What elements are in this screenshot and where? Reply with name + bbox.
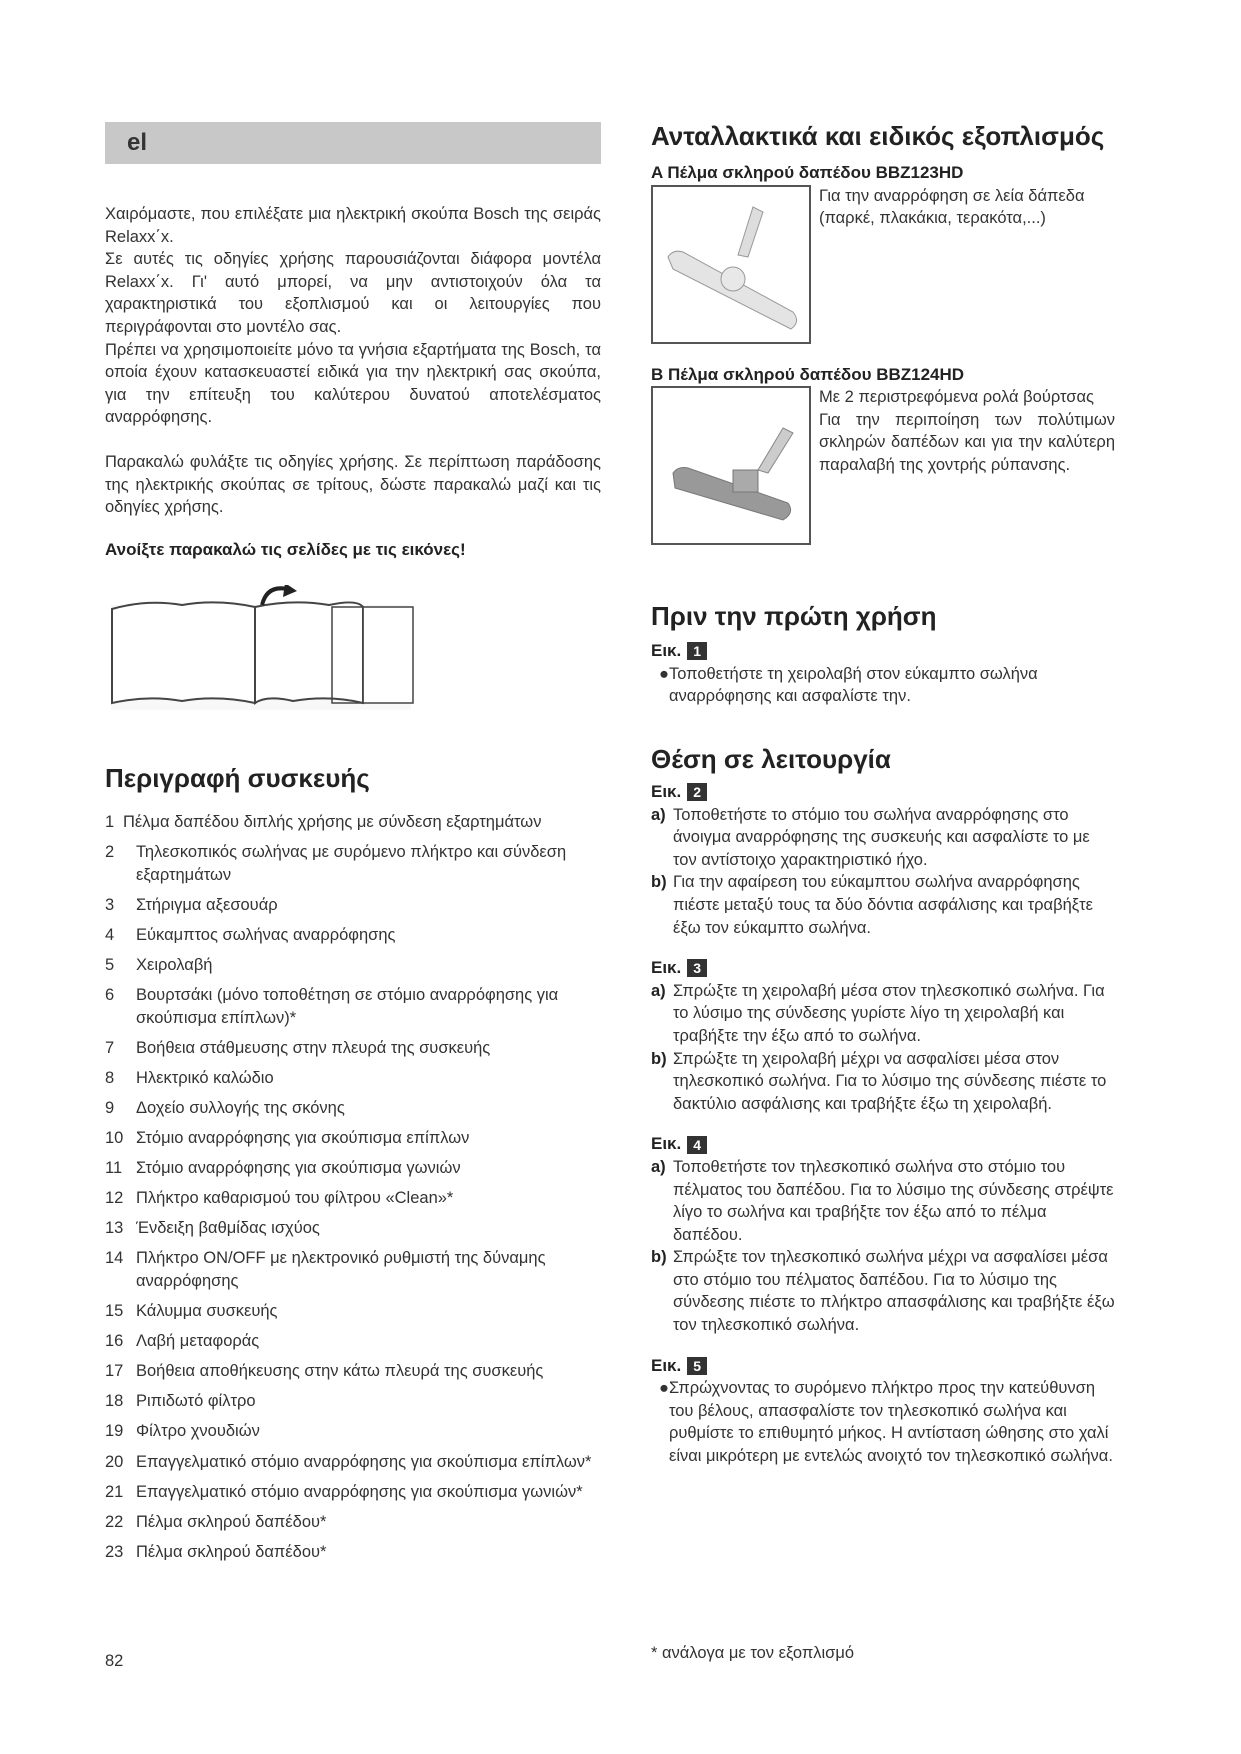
item-text: Στήριγμα αξεσουάρ <box>136 895 278 914</box>
fig-label: Εικ. <box>651 1355 682 1375</box>
figure-ref-5 <box>651 1355 1115 1378</box>
item-number: 17 <box>105 1362 124 1381</box>
item-text: Ριπιδωτό φίλτρο <box>136 1392 256 1411</box>
step-4b <box>651 1246 1115 1336</box>
step-3b <box>651 1048 1115 1116</box>
list-item <box>105 1097 601 1120</box>
item-number: 12 <box>105 1189 124 1208</box>
item-text: Δοχείο συλλογής της σκόνης <box>136 1098 345 1117</box>
parts-list <box>105 811 601 1563</box>
step-text: Σπρώξτε τη χειρολαβή μέσα στον τηλεσκοπικό σωλήνα. Για το λύσιμο της σύνδεσης γυρίστε λίγο τη χειρολαβή και τραβήξτε την έξω από το σωλήνα. <box>673 981 1105 1045</box>
item-number: 16 <box>105 1332 124 1351</box>
item-text: Στόμιο αναρρόφησης για σκούπισμα επίπλων <box>136 1129 470 1148</box>
step-text: Σπρώχνοντας το συρόμενο πλήκτρο προς την κατεύθυνση του βέλους, απασφαλίστε τον τηλεσκοπικό σωλήνα και ρυθμίστε το επιθυμητό μήκος. Η αντίσταση ώθησης στο χαλί είναι μικρότερη με εντελώς ανοιχτό τον τηλεσκοπικό σωλήνα. <box>668 1379 1113 1466</box>
list-item <box>105 1541 601 1564</box>
page-number: 82 <box>105 1652 124 1670</box>
item-number: 18 <box>105 1392 124 1411</box>
step-3a <box>651 980 1115 1048</box>
list-item <box>105 894 601 917</box>
fig-number-badge: 4 <box>687 1136 707 1154</box>
list-item <box>105 1037 601 1060</box>
item-text: Ένδειξη βαθμίδας ισχύος <box>136 1219 320 1238</box>
list-item <box>105 1360 601 1383</box>
step-text: Σπρώξτε τη χειρολαβή μέχρι να ασφαλίσει μέσα στον τηλεσκοπικό σωλήνα. Για το λύσιμο της σύνδεσης πιέστε το δακτύλιο ασφάλισης και τραβήξτε έξω τη χειρολαβή. <box>673 1049 1107 1113</box>
step-text: Για την αφαίρεση του εύκαμπτου σωλήνα αναρρόφησης πιέστε μεταξύ τους τα δύο δόντια ασφάλισης και τραβήξτε έξω τον εύκαμπτο σωλήνα. <box>673 873 1094 937</box>
item-text: Επαγγελματικό στόμιο αναρρόφησης για σκούπισμα επίπλων* <box>136 1452 592 1471</box>
step-5 <box>651 1377 1115 1467</box>
description-section <box>105 762 601 1571</box>
list-item <box>105 984 601 1029</box>
list-item <box>105 1390 601 1413</box>
item-number: 10 <box>105 1129 124 1148</box>
intro-p4: Παρακαλώ φυλάξτε τις οδηγίες χρήσης. Σε περίπτωση παράδοσης της ηλεκτρικής σκούπας σε τρίτους, δώστε παρακαλώ μαζί και τις οδηγίες χρήσης. <box>105 452 601 517</box>
fig-label: Εικ. <box>651 782 682 801</box>
accessories-section <box>651 120 1115 545</box>
accessories-title: Ανταλλακτικά και ειδικός εξοπλισμός <box>651 121 1105 151</box>
item-number: 8 <box>105 1068 115 1087</box>
item-number: 14 <box>105 1249 124 1268</box>
item-text: Κάλυμμα συσκευής <box>136 1302 278 1321</box>
item-text: Πέλμα σκληρού δαπέδου* <box>136 1512 327 1531</box>
footnote: * ανάλογα με τον εξοπλισμό <box>651 1644 855 1662</box>
item-number: 13 <box>105 1219 124 1238</box>
step-2a <box>651 804 1115 872</box>
intro-p2: Σε αυτές τις οδηγίες χρήσης παρουσιάζονται διάφορα μοντέλα Relaxx΄x. Γι' αυτό μπορεί, να μην αντιστοιχούν όλα τα χαρακτηριστικά του εξοπλισμού και οι λειτουργίες που περιγράφονται στο μοντέλο σας. <box>105 250 601 336</box>
accessory-a-label: A Πέλμα σκληρού δαπέδου BBZ123HD <box>651 163 964 182</box>
list-item <box>105 1511 601 1534</box>
first-use-step <box>651 663 1115 708</box>
list-item <box>105 1330 601 1353</box>
intro-p1: Χαιρόμαστε, που επιλέξατε μια ηλεκτρική σκούπα Bosch της σειράς Relaxx΄x. <box>105 205 601 246</box>
fig-label: Εικ. <box>651 958 682 978</box>
item-text: Επαγγελματικό στόμιο αναρρόφησης για σκούπισμα γωνιών* <box>136 1482 583 1501</box>
item-number: 4 <box>105 925 115 944</box>
item-text: Χειρολαβή <box>136 955 213 974</box>
item-text: Πλήκτρο ON/OFF με ηλεκτρονικό ρυθμιστή της δύναμης αναρρόφησης <box>136 1249 546 1290</box>
fig-number-badge: 1 <box>687 642 707 660</box>
open-pages-illustration <box>107 585 419 715</box>
fig-number-badge: 5 <box>687 1357 707 1375</box>
step-label: b) <box>651 1049 667 1068</box>
fig-label: Εικ. <box>651 641 682 660</box>
description-title: Περιγραφή συσκευής <box>105 763 370 793</box>
list-item <box>105 811 601 834</box>
step-label: b) <box>651 873 667 892</box>
step-label: a) <box>651 1157 666 1176</box>
list-item <box>105 1420 601 1443</box>
bullet-icon: ● <box>659 664 669 683</box>
item-number: 9 <box>105 1098 115 1117</box>
item-text: Φίλτρο χνουδιών <box>136 1422 260 1441</box>
item-text: Εύκαμπτος σωλήνας αναρρόφησης <box>136 925 396 944</box>
list-item <box>105 1187 601 1210</box>
fig-label: Εικ. <box>651 1134 682 1154</box>
item-number: 6 <box>105 986 115 1005</box>
figure-ref-4 <box>651 1133 1115 1156</box>
item-number: 22 <box>105 1512 124 1531</box>
language-code: el <box>127 129 148 156</box>
list-item <box>105 1217 601 1240</box>
list-item <box>105 1451 601 1474</box>
operation-section <box>651 743 1115 1468</box>
item-text: Τηλεσκοπικός σωλήνας με συρόμενο πλήκτρο και σύνδεση εξαρτημάτων <box>136 843 567 884</box>
item-text: Πέλμα δαπέδου διπλής χρήσης με σύνδεση εξαρτημάτων <box>123 813 542 831</box>
step-2b <box>651 871 1115 939</box>
step-text: Τοποθετήστε το στόμιο του σωλήνα αναρρόφησης στο άνοιγμα αναρρόφησης της συσκευής και ασφαλίστε το με τον αντίστοιχο χαρακτηριστικό ήχο. <box>673 805 1090 869</box>
operation-title: Θέση σε λειτουργία <box>651 744 891 774</box>
item-text: Ηλεκτρικό καλώδιο <box>136 1068 274 1087</box>
item-text: Λαβή μεταφοράς <box>136 1332 260 1351</box>
list-item <box>105 1157 601 1180</box>
item-number: 7 <box>105 1038 115 1057</box>
item-text: Βοήθεια αποθήκευσης στην κάτω πλευρά της συσκευής <box>136 1362 544 1381</box>
step-text: Τοποθετήστε τον τηλεσκοπικό σωλήνα στο στόμιο του πέλματος του δαπέδου. Για το λύσιμο της σύνδεσης στρέψτε λίγο το σωλήνα και τραβήξτε τον έξω από το πέλμα δαπέδου. <box>673 1157 1114 1244</box>
first-use-section <box>651 600 1115 708</box>
item-number: 3 <box>105 895 115 914</box>
figure-ref-1 <box>651 640 1115 663</box>
list-item <box>105 1481 601 1504</box>
step-text: Σπρώξτε τον τηλεσκοπικό σωλήνα μέχρι να ασφαλίσει μέσα στο στόμιο του πέλματος δαπέδου. Για το λύσιμο της σύνδεσης πιέστε το πλήκτρο απασφάλισης και τραβήξτε έξω τον τηλεσκοπικό σωλήνα. <box>673 1248 1115 1335</box>
accessory-b-text2: Για την περιποίηση των πολύτιμων σκληρών δαπέδων και για την καλύτερη παραλαβή της χοντρής ρύπανσης. <box>819 410 1115 474</box>
step-label: b) <box>651 1248 667 1267</box>
list-item <box>105 1127 601 1150</box>
accessory-a-text: Για την αναρρόφηση σε λεία δάπεδα (παρκέ, πλακάκια, τερακότα,...) <box>819 186 1085 228</box>
item-text: Βοήθεια στάθμευσης στην πλευρά της συσκευής <box>136 1038 491 1057</box>
accessory-b-label: B Πέλμα σκληρού δαπέδου BBZ124HD <box>651 364 965 384</box>
figure-ref-2 <box>651 781 1115 804</box>
item-text: Πλήκτρο καθαρισμού του φίλτρου «Clean»* <box>136 1189 454 1208</box>
intro-p3: Πρέπει να χρησιμοποιείτε μόνο τα γνήσια εξαρτήματα της Bosch, τα οποία έχουν κατασκευαστεί ειδικά για την ηλεκτρική σας σκούπα, για την επίτευξη του καλύτερου δυνατού αποτελέσματος αναρρόφησης. <box>105 340 601 427</box>
list-item <box>105 1247 601 1292</box>
list-item <box>105 1067 601 1090</box>
list-item <box>105 954 601 977</box>
item-number: 23 <box>105 1542 124 1561</box>
list-item <box>105 841 601 886</box>
language-header <box>105 122 601 164</box>
step-4a <box>651 1156 1115 1246</box>
step-label: a) <box>651 805 666 824</box>
item-number: 19 <box>105 1422 124 1441</box>
fig-number-badge: 2 <box>687 783 707 801</box>
item-number: 2 <box>105 843 115 862</box>
item-text: Στόμιο αναρρόφησης για σκούπισμα γωνιών <box>136 1159 461 1178</box>
hard-floor-nozzle-a-image <box>651 185 811 344</box>
fig-number-badge: 3 <box>687 959 707 977</box>
item-number: 5 <box>105 955 115 974</box>
first-use-title: Πριν την πρώτη χρήση <box>651 601 937 631</box>
step-label: a) <box>651 981 666 1000</box>
accessory-b-text1: Με 2 περιστρεφόμενα ρολά βούρτσας <box>819 388 1094 407</box>
item-number: 1 <box>105 813 115 831</box>
item-text: Πέλμα σκληρού δαπέδου* <box>136 1542 327 1561</box>
list-item <box>105 1300 601 1323</box>
figure-ref-3 <box>651 957 1115 980</box>
item-number: 11 <box>105 1159 123 1178</box>
step-text: Τοποθετήστε τη χειρολαβή στον εύκαμπτο σωλήνα αναρρόφησης και ασφαλίστε την. <box>668 664 1038 706</box>
hard-floor-nozzle-b-image <box>651 386 811 545</box>
bullet-icon: ● <box>659 1379 669 1398</box>
intro-bold: Ανοίξτε παρακαλώ τις σελίδες με τις εικόνες! <box>105 539 466 559</box>
item-text: Βουρτσάκι (μόνο τοποθέτηση σε στόμιο αναρρόφησης για σκούπισμα επίπλων)* <box>136 986 559 1027</box>
item-number: 20 <box>105 1452 124 1471</box>
intro-text <box>105 203 601 561</box>
item-number: 21 <box>105 1482 124 1501</box>
item-number: 15 <box>105 1302 124 1321</box>
list-item <box>105 924 601 947</box>
